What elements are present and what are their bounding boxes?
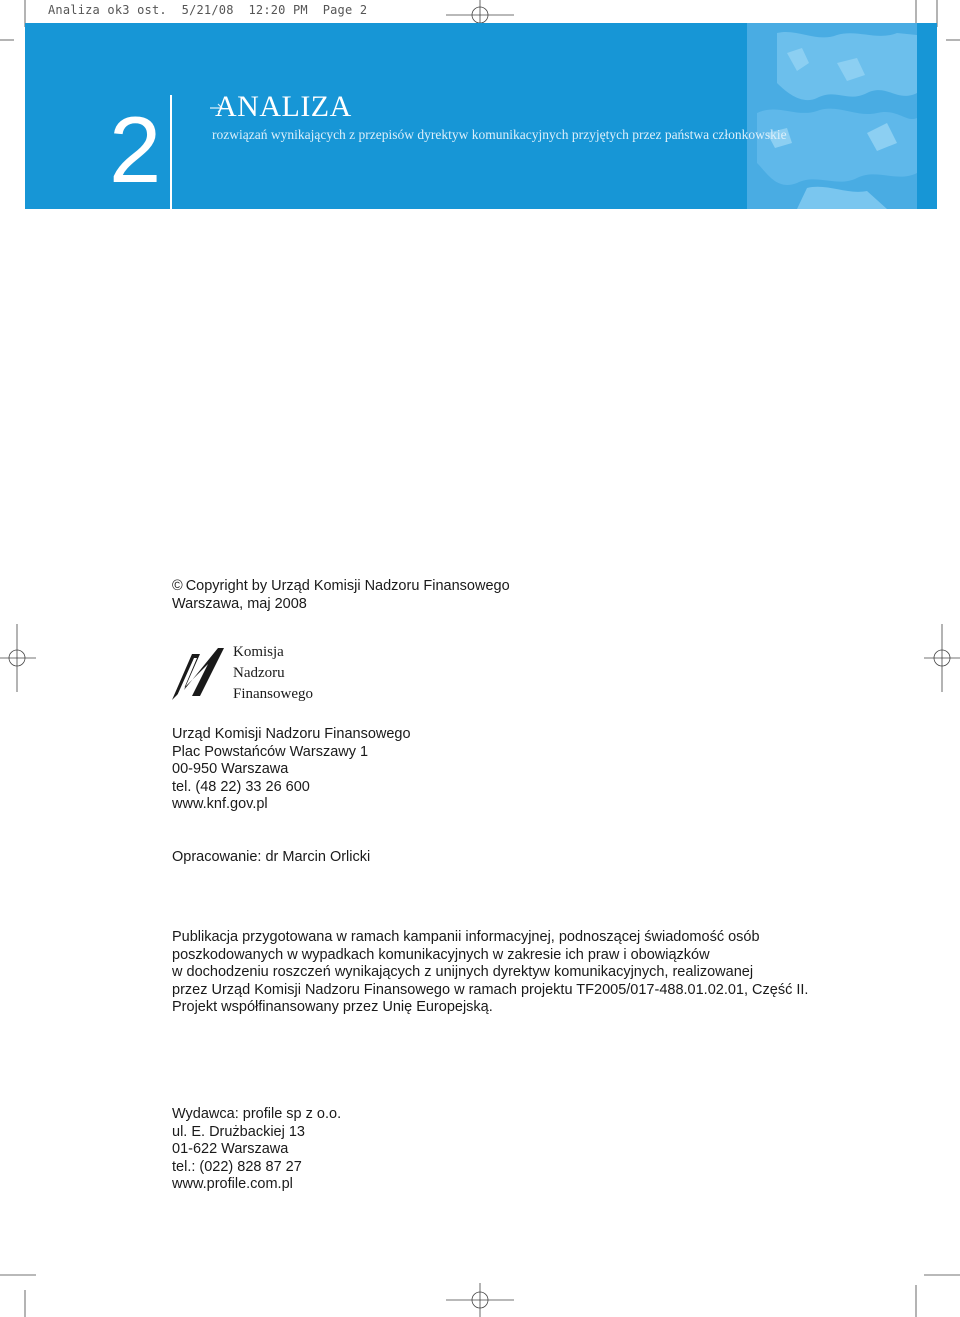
chapter-number: 2: [109, 97, 162, 202]
description-line: w dochodzeniu roszczeń wynikających z unijnych dyrektyw komunikacyjnych, realizowanej: [172, 964, 754, 980]
address-website-link[interactable]: www.knf.gov.pl: [172, 796, 268, 812]
knf-logo-icon: [170, 642, 226, 702]
copyright-date: Warszawa, maj 2008: [172, 595, 307, 612]
author-text: Opracowanie: dr Marcin Orlicki: [172, 849, 371, 865]
print-slug-line: Analiza ok3 ost. 5/21/08 12:20 PM Page 2: [48, 3, 368, 17]
address-line: Plac Powstańców Warszawy 1: [172, 743, 369, 760]
page-subtitle: rozwiązań wynikających z przepisów dyrektyw komunikacyjnych przyjętych przez państwa członkowskie: [212, 127, 787, 142]
copyright-block: [172, 578, 510, 613]
publisher-block: [172, 1106, 341, 1194]
description-line: przez Urząd Komisji Nadzoru Finansowego w ramach projektu TF2005/017-488.01.02.01, Część II.: [172, 981, 809, 998]
logo-wordmark: [233, 642, 313, 705]
address-block: [172, 726, 411, 814]
address-line: 00-950 Warszawa: [172, 761, 289, 777]
publisher-line: 01-622 Warszawa: [172, 1141, 289, 1157]
publisher-website-link[interactable]: www.profile.com.pl: [172, 1176, 293, 1192]
address-line: Urząd Komisji Nadzoru Finansowego: [172, 726, 411, 742]
header-divider: [170, 95, 172, 209]
logo-line-1: Komisja: [233, 644, 284, 660]
page-title: ANALIZA: [215, 90, 352, 123]
header-banner: [25, 23, 937, 209]
publisher-phone: tel.: (022) 828 87 27: [172, 1158, 302, 1175]
address-phone: tel. (48 22) 33 26 600: [172, 778, 310, 795]
description-line: poszkodowanych w wypadkach komunikacyjnych w zakresie ich praw i obowiązków: [172, 946, 710, 963]
copyright-icon: ©: [172, 578, 183, 594]
europe-map-image: [747, 23, 917, 209]
publisher-name: Wydawca: profile sp z o.o.: [172, 1106, 342, 1122]
publisher-line: ul. E. Drużbackiej 13: [172, 1123, 305, 1140]
description-block: [172, 929, 808, 1017]
copyright-line: Copyright by Urząd Komisji Nadzoru Finansowego: [185, 578, 510, 594]
description-line: Projekt współfinansowany przez Unię Europejską.: [172, 999, 493, 1015]
description-line: Publikacja przygotowana w ramach kampanii informacyjnej, podnoszącej świadomość osób: [172, 929, 760, 945]
logo-line-3: Finansowego: [233, 686, 313, 702]
logo-line-2: Nadzoru: [233, 665, 285, 681]
author-line: [172, 849, 370, 867]
